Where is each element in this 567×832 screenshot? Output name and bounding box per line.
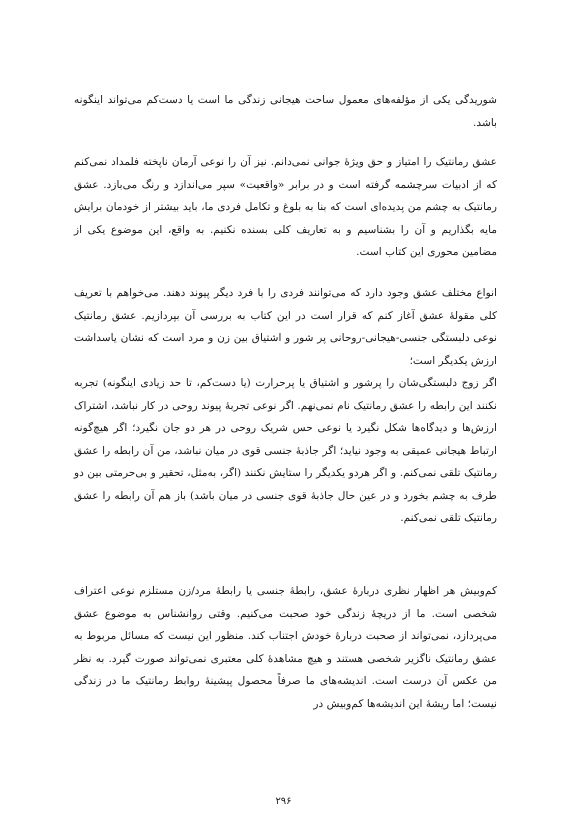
page-number: ۲۹۶ (275, 796, 292, 807)
paragraph: انواع مختلف عشق وجود دارد که می‌توانند فردی را با فرد دیگر پیوند دهند. می‌خواهم با تعریف کلی مقولۀ عشق آغاز کنم که قرار است در این کتاب به بررسی آن بپردازیم. عشق رمانتیک نوعی دلبستگی جنسی-هیجانی-روحانی پر شور و اشتیاق بین زن و مرد است که نشان یاسداشت ارزش یکدیگر است؛ (74, 287, 497, 367)
paragraph-1-container (74, 89, 497, 134)
paragraph: اگر زوج دلبستگی‌شان را پرشور و اشتیاق یا پرحرارت (یا دست‌کم، تا حد زیادی اینگونه) تجربه نکنند این رابطه را عشق رمانتیک نام نمی‌نهم. اگر نوعی تجربۀ پیوند روحی در کار نباشد، اشتراک ارزش‌ها و دیدگاه‌ها شکل نگیرد یا نوعی حس شریک روحی در هر دو جان نگیرد؛ اگر هیچ‌گونه ارتباط هیجانی عمیقی به وجود نیاید؛ اگر جاذبۀ جنسی قوی در میان نباشد، من آن رابطه را عشق رمانتیک تلقی نمی‌کنم. و اگر هردو یکدیگر را ستایش نکنند (اگر، به‌مثل، تحقیر و بی‌حرمتی بین دو طرف به چشم بخورد و در عین حال جاذبۀ قوی جنسی در میان باشد) باز هم آن رابطه را عشق رمانتیک تلقی نمی‌کنم. (74, 377, 497, 524)
paragraph: عشق رمانتیک را امتیاز و حق ویژۀ جوانی نمی‌دانم. نیز آن را نوعی آرمان ناپخته فلمداد نمی‌کنم که از ادبیات سرچشمه گرفته است و در برابر «واقعیت» سپر می‌اندازد و رنگ می‌بازد. عشق رمانتیک به چشم من پدیده‌ای است که بنا به بلوغ و تکامل فردی ما، باید بیشتر از خودمان برایش مایه بگذاریم و آن را بشناسیم و به تعاریف کلی بسنده نکنیم. به واقع، این موضوع یکی از مضامین محوری این کتاب است. (74, 156, 497, 258)
paragraph-5-container (74, 580, 497, 715)
paragraph: شوریدگی یکی از مؤلفه‌های معمول ساحت هیجانی زندگی ما است یا دست‌کم می‌تواند اینگونه باشد. (74, 94, 497, 129)
paragraph: کم‌وبیش هر اظهار نظری دربارۀ عشق، رابطۀ جنسی یا رابطۀ مرد/زن مستلزم نوعی اعتراف شخصی است. ما از دریچۀ زندگی خود صحبت می‌کنیم. وقتی روانشناس به موضوع عشق می‌پردازد، نمی‌تواند از صحبت دربارۀ خودش اجتناب کند. منظور این نیست که مسائل مربوط به عشق رمانتیک ناگزیر شخصی هستند و هیچ مشاهدۀ کلی معتبری نمی‌تواند صورت گیرد. به نظر من عکس آن درست است. اندیشه‌های ما صرفاً محصول پیشینۀ روابط رمانتیک ما در زندگی نیست؛ اما ریشۀ این اندیشه‌ها کم‌وبیش در (74, 585, 497, 710)
paragraph-3-container (74, 282, 497, 372)
paragraph-4-container (74, 372, 497, 530)
paragraph-2-container (74, 151, 497, 264)
